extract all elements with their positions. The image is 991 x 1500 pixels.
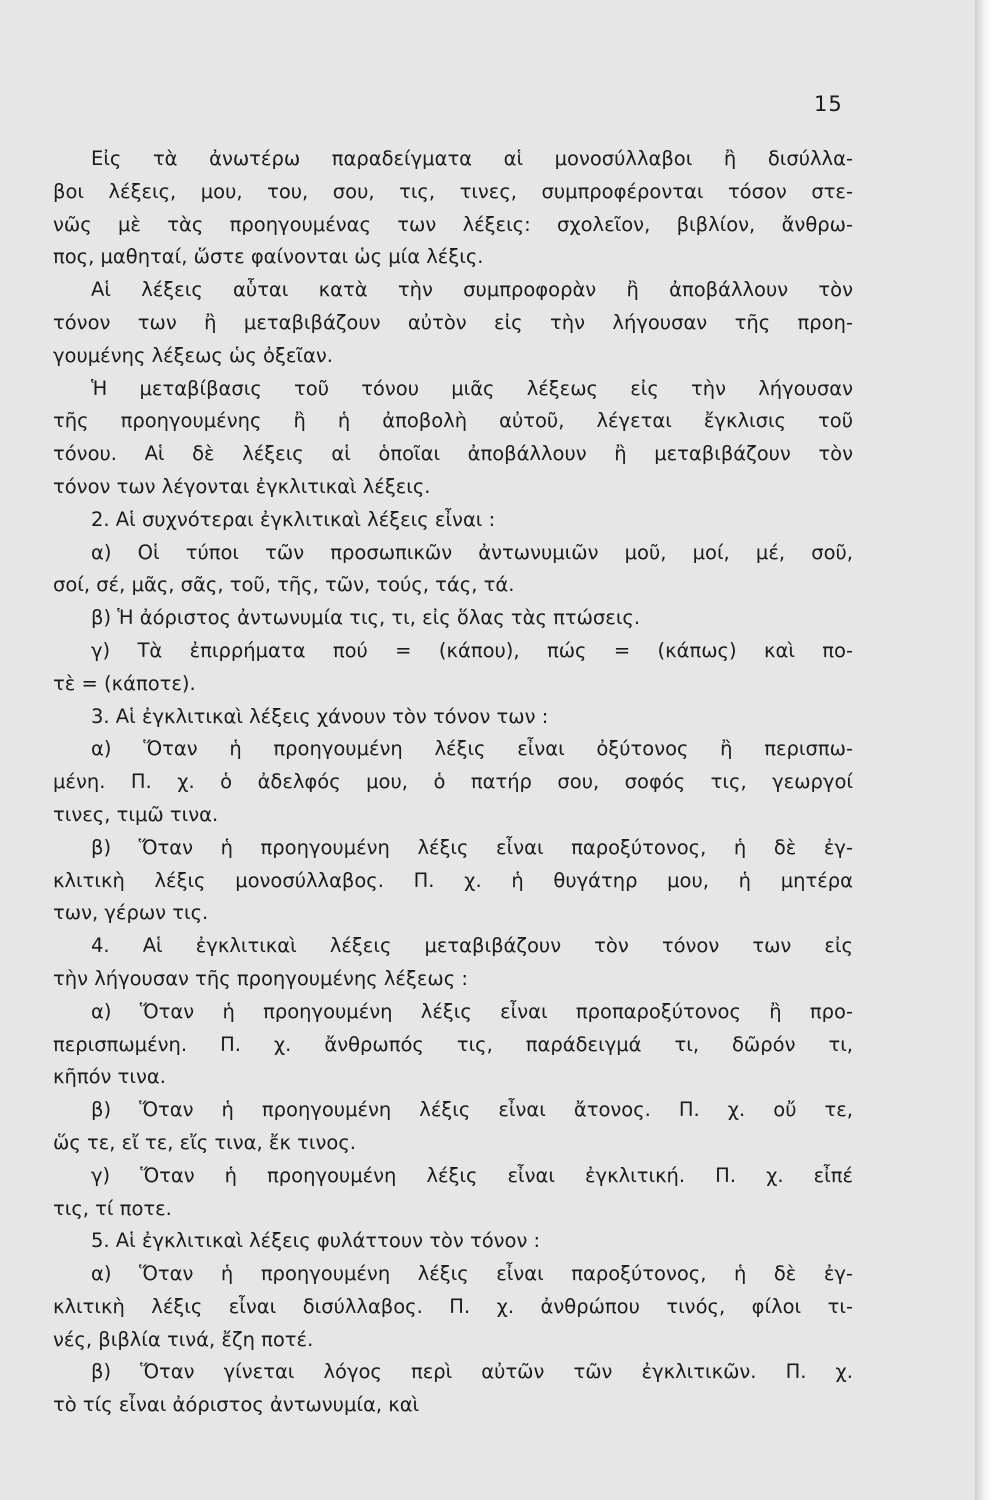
text-line: τὸ τίς εἶναι ἀόριστος ἀντωνυμία, καὶ — [53, 1393, 420, 1417]
text-line: νῶς μὲ τὰς προηγουμένας των λέξεις: σχολεῖον, βιβλίον, ἄνθρω- — [53, 212, 853, 236]
text-line: τόνον των ἢ μεταβιβάζουν αὐτὸν εἰς τὴν λήγουσαν τῆς προη- — [53, 310, 853, 334]
text-line: β) Ὅταν ἡ προηγουμένη λέξις εἶναι παροξύτονος, ἡ δὲ ἐγ- — [91, 835, 853, 859]
text-line: γουμένης λέξεως ὡς ὀξεῖαν. — [53, 343, 333, 367]
body-text — [53, 143, 853, 1422]
page-edge-shadow — [975, 0, 991, 1500]
text-line: α) Οἱ τύποι τῶν προσωπικῶν ἀντωνυμιῶν μοῦ, μοί, μέ, σοῦ, — [91, 540, 853, 564]
text-line: β) Ἡ ἀόριστος ἀντωνυμία τις, τι, εἰς ὅλας τὰς πτώσεις. — [91, 606, 641, 630]
text-line: περισπωμένη. Π. χ. ἄνθρωπός τις, παράδειγμά τι, δῶρόν τι, — [53, 1032, 853, 1056]
text-line: τόνου. Αἱ δὲ λέξεις αἱ ὁποῖαι ἀποβάλλουν ἢ μεταβιβάζουν τὸν — [53, 442, 853, 466]
text-line: γ) Ὅταν ἡ προηγουμένη λέξις εἶναι ἐγκλιτική. Π. χ. εἶπέ — [91, 1163, 853, 1187]
text-line: κῆπόν τινα. — [53, 1065, 166, 1089]
text-line: σοί, σέ, μᾶς, σᾶς, τοῦ, τῆς, τῶν, τούς, τάς, τά. — [53, 573, 515, 597]
text-line: 5. Αἱ ἐγκλιτικαὶ λέξεις φυλάττουν τὸν τόνον : — [91, 1229, 541, 1253]
text-line: Εἰς τὰ ἀνωτέρω παραδείγματα αἱ μονοσύλλαβοι ἢ δισύλλα- — [91, 147, 853, 170]
text-line: γ) Τὰ ἐπιρρήματα πού = (κάπου), πώς = (κάπως) καὶ πο- — [91, 638, 853, 662]
text-line: νές, βιβλία τινά, ἔζη ποτέ. — [53, 1327, 314, 1351]
text-line: πος, μαθηταί, ὥστε φαίνονται ὡς μία λέξις. — [53, 245, 484, 269]
text-line: 4. Αἱ ἐγκλιτικαὶ λέξεις μεταβιβάζουν τὸν τόνον των εἰς — [91, 934, 853, 958]
text-line: κλιτικὴ λέξις μονοσύλλαβος. Π. χ. ἡ θυγάτηρ μου, ἡ μητέρα — [53, 868, 853, 892]
text-line: 3. Αἱ ἐγκλιτικαὶ λέξεις χάνουν τὸν τόνον των : — [91, 704, 549, 728]
page-number: 15 — [814, 92, 843, 116]
text-line: τις, τί ποτε. — [53, 1196, 172, 1220]
text-line: τὴν λήγουσαν τῆς προηγουμένης λέξεως : — [53, 966, 468, 990]
text-line: των, γέρων τις. — [53, 901, 209, 925]
text-line: ὥς τε, εἴ τε, εἴς τινα, ἔκ τινος. — [53, 1130, 356, 1154]
text-line: β) Ὅταν ἡ προηγουμένη λέξις εἶναι ἄτονος. Π. χ. οὔ τε, — [91, 1098, 853, 1122]
text-line: μένη. Π. χ. ὁ ἀδελφός μου, ὁ πατήρ σου, σοφός τις, γεωργοί — [53, 770, 853, 794]
text-line: β) Ὅταν γίνεται λόγος περὶ αὐτῶν τῶν ἐγκλιτικῶν. Π. χ. — [91, 1360, 853, 1384]
text-line: 2. Αἱ συχνότεραι ἐγκλιτικαὶ λέξεις εἶναι : — [91, 507, 496, 531]
text-line: α) Ὅταν ἡ προηγουμένη λέξις εἶναι προπαροξύτονος ἢ προ- — [91, 999, 853, 1023]
text-line: βοι λέξεις, μου, του, σου, τις, τινες, συμπροφέρονται τόσον στε- — [53, 179, 853, 203]
text-line: Αἱ λέξεις αὗται κατὰ τὴν συμπροφορὰν ἢ ἀποβάλλουν τὸν — [91, 278, 853, 302]
text-line: τὲ = (κάποτε). — [53, 671, 196, 695]
text-line: α) Ὅταν ἡ προηγουμένη λέξις εἶναι παροξύτονος, ἡ δὲ ἐγ- — [91, 1262, 853, 1286]
text-line: τινες, τιμῶ τινα. — [53, 802, 219, 826]
text-line: α) Ὅταν ἡ προηγουμένη λέξις εἶναι ὀξύτονος ἢ περισπω- — [91, 737, 853, 761]
text-line: τῆς προηγουμένης ἢ ἡ ἀποβολὴ αὐτοῦ, λέγεται ἔγκλισις τοῦ — [53, 409, 853, 433]
text-line: τόνον των λέγονται ἐγκλιτικαὶ λέξεις. — [53, 474, 431, 498]
text-line: Ἡ μεταβίβασις τοῦ τόνου μιᾶς λέξεως εἰς τὴν λήγουσαν — [91, 376, 853, 400]
text-line: κλιτικὴ λέξις εἶναι δισύλλαβος. Π. χ. ἀνθρώπου τινός, φίλοι τι- — [53, 1294, 853, 1318]
